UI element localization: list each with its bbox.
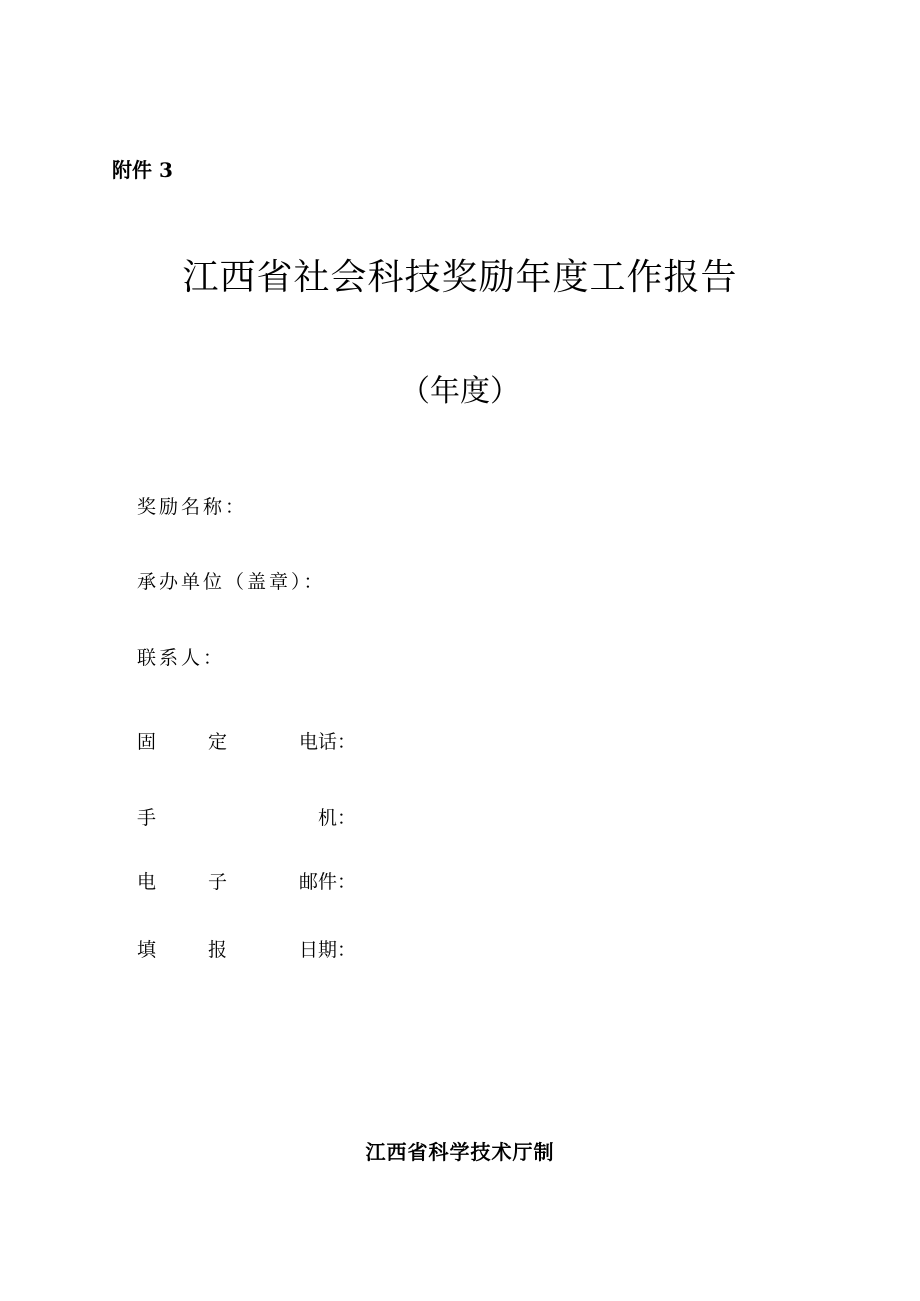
attachment-label: 附件 3 [112,158,173,182]
fill-date-label-part-2: 报 [208,939,228,961]
issuer-footer: 江西省科学技术厅制 [365,1140,555,1164]
contact-person-label: 联系人： [137,647,226,669]
document-title: 江西省社会科技奖励年度工作报告 [182,257,738,298]
fill-date-label-part-1: 填 [137,939,157,961]
email-label-part-2: 子 [208,871,228,893]
email-label-part-3: 邮件： [299,871,357,893]
fill-date-label-part-3: 日期： [299,939,357,961]
mobile-label-part-2: 机： [318,807,357,829]
email-label-part-1: 电 [137,871,157,893]
award-name-label: 奖励名称： [137,496,248,518]
mobile-label-part-1: 手 [137,807,157,829]
fixed-phone-label-part-3: 电话： [299,731,357,753]
year-line: （年度） [400,374,520,409]
fixed-phone-label-part-1: 固 [137,731,157,753]
organizer-label: 承办单位（盖章）： [137,571,326,593]
fixed-phone-label-part-2: 定 [208,731,228,753]
